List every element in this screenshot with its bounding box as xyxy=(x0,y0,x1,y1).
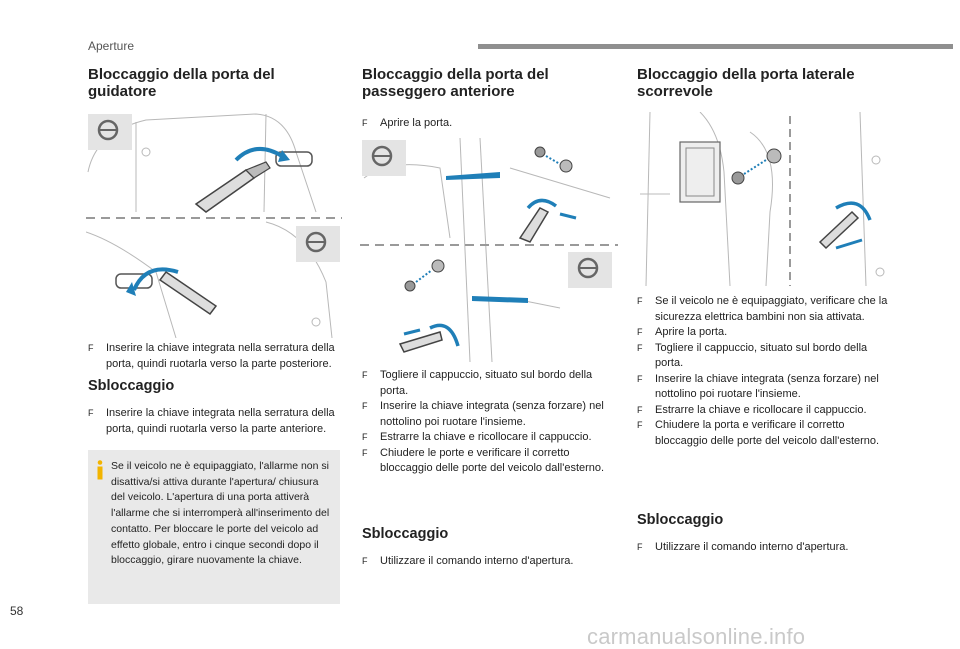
pointer-icon xyxy=(446,172,500,180)
pointer-icon xyxy=(472,296,528,303)
bullet-icon: F xyxy=(362,118,368,128)
step-item: F Aprire la porta. xyxy=(637,325,895,341)
key-icon xyxy=(520,208,548,242)
page-number: 58 xyxy=(10,604,24,618)
bullet-icon: F xyxy=(637,327,643,337)
passenger-unlock-section xyxy=(362,526,620,570)
lock-cap-icon xyxy=(405,260,444,291)
rotate-arrow-icon xyxy=(528,200,556,208)
step-item: F Aprire la porta. xyxy=(362,116,620,132)
bullet-icon: F xyxy=(362,370,368,380)
step-item: F Inserire la chiave integrata (senza forzare) nel nottolino poi ruotare l'insieme. xyxy=(637,372,879,400)
info-text: Se il veicolo ne è equipaggiato, l'allarme non si disattiva/si attiva durante l'apertura/ chiusura del veicolo. L'apertura di una porta attiverà l'allarme che si interromperà all'inserimento del contatto. Per bloccare le porte del veicolo ad effetto globale, entro i cinque secondi dopo il bloccaggio, girare nuovamente la chiave. xyxy=(111,460,330,567)
step-item: F Chiudere le porte e verificare il corretto bloccaggio delle porte del veicolo dall'esterno. xyxy=(362,446,605,474)
info-box xyxy=(88,450,340,604)
section-header: Aperture xyxy=(88,39,135,53)
passenger-unlock-title: Sbloccaggio xyxy=(362,526,449,542)
driver-unlock-title: Sbloccaggio xyxy=(88,378,175,394)
column-sliding-door xyxy=(637,66,895,100)
lock-cap-icon xyxy=(732,149,781,184)
driver-unlock-section xyxy=(88,378,346,437)
column-driver-door xyxy=(88,66,346,100)
step-item: F Estrarre la chiave e ricollocare il cappuccio. xyxy=(637,403,895,419)
bullet-icon: F xyxy=(637,420,643,430)
sliding-unlock-section xyxy=(637,512,895,556)
key-icon xyxy=(196,152,312,212)
bullet-icon: F xyxy=(637,542,643,552)
step-item: F Togliere il cappuccio, situato sul bordo della porta. xyxy=(637,341,868,369)
bullet-icon: F xyxy=(637,296,643,306)
passenger-door-illustration xyxy=(360,138,618,362)
steering-wheel-icon xyxy=(296,226,340,262)
bullet-icon: F xyxy=(88,343,94,353)
info-icon xyxy=(96,460,104,480)
rotate-arrow-icon xyxy=(236,149,282,160)
bullet-icon: F xyxy=(637,373,643,384)
sliding-door-title: Bloccaggio della porta laterale scorrevole xyxy=(637,66,855,100)
step-item: F Utilizzare il comando interno d'apertura. xyxy=(637,540,895,556)
bullet-icon: F xyxy=(362,447,368,458)
passenger-door-steps xyxy=(362,368,620,477)
sliding-door-illustration xyxy=(640,112,894,286)
step-item: F Inserire la chiave integrata nella serratura della porta, quindi ruotarla verso la parte anteriore. xyxy=(88,407,335,435)
steering-wheel-icon xyxy=(362,140,406,176)
step-item: F Inserire la chiave integrata (senza forzare) nel nottolino poi ruotare l'insieme. xyxy=(362,400,604,428)
bullet-icon: F xyxy=(88,408,94,418)
step-item: F Estrarre la chiave e ricollocare il cappuccio. xyxy=(362,430,620,446)
header-rule xyxy=(478,44,953,49)
key-icon xyxy=(400,332,442,352)
watermark: carmanualsonline.info xyxy=(587,624,806,649)
step-item: F Utilizzare il comando interno d'apertura. xyxy=(362,554,620,570)
driver-door-illustration xyxy=(86,112,342,338)
step-item: F Inserire la chiave integrata nella serratura della porta, quindi ruotarla verso la parte posteriore. xyxy=(88,342,335,370)
bullet-icon: F xyxy=(362,556,368,566)
step-item: F Chiudere la porta e verificare il corretto bloccaggio delle porte del veicolo dall'esterno. xyxy=(637,419,880,447)
step-item: F Togliere il cappuccio, situato sul bordo della porta. xyxy=(362,369,593,397)
steering-wheel-icon xyxy=(88,114,132,150)
hinge-icon xyxy=(680,142,720,202)
sliding-door-steps xyxy=(637,294,895,449)
bullet-icon: F xyxy=(637,404,643,415)
driver-door-steps xyxy=(88,341,346,372)
passenger-door-title: Bloccaggio della porta del passeggero anteriore xyxy=(362,66,549,100)
bullet-icon: F xyxy=(637,342,643,353)
column-passenger-door xyxy=(362,66,620,132)
step-item: F Se il veicolo ne è equipaggiato, verificare che la sicurezza elettrica bambini non sia attivata. xyxy=(637,295,888,323)
steering-wheel-icon xyxy=(568,252,612,288)
bullet-icon: F xyxy=(362,401,368,411)
bullet-icon: F xyxy=(362,432,368,442)
driver-door-title: Bloccaggio della porta del guidatore xyxy=(88,66,275,100)
sliding-unlock-title: Sbloccaggio xyxy=(637,512,724,528)
